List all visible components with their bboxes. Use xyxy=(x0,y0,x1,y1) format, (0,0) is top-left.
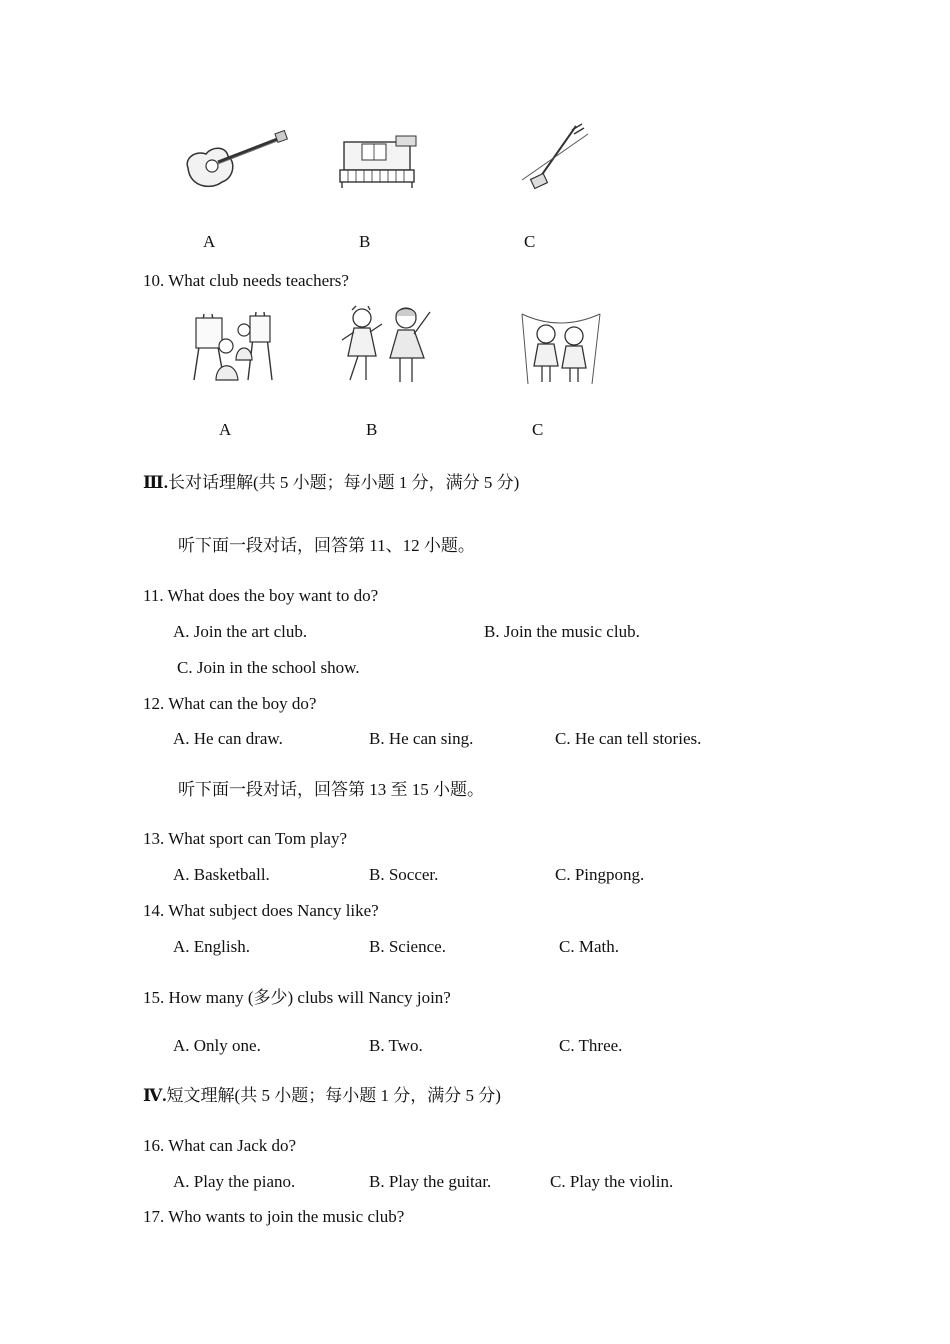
q13-option-a[interactable]: A. Basketball. xyxy=(173,865,270,884)
q14-option-c[interactable]: C. Math. xyxy=(559,937,619,956)
section-3-heading xyxy=(143,474,519,491)
q15-option-b[interactable]: B. Two. xyxy=(369,1036,423,1055)
section-4-heading xyxy=(143,1087,501,1104)
q11-option-a[interactable]: A. Join the art club. xyxy=(173,622,308,641)
q17-question: 17. Who wants to join the music club? xyxy=(143,1207,405,1226)
q15-option-c[interactable]: C. Three. xyxy=(559,1036,623,1055)
q16-option-a[interactable]: A. Play the piano. xyxy=(173,1172,296,1191)
q11-option-c[interactable]: C. Join in the school show. xyxy=(177,658,360,677)
q14-question: 14. What subject does Nancy like? xyxy=(143,901,379,920)
q10-option-label-b: B xyxy=(366,420,378,439)
guitar-icon xyxy=(182,128,290,194)
q16-option-c[interactable]: C. Play the violin. xyxy=(550,1172,674,1191)
q10-option-label-a: A xyxy=(219,420,232,439)
section-3-instruction-2: 听下面一段对话，回答第 13 至 15 小题。 xyxy=(178,780,484,799)
erhu-icon xyxy=(518,120,594,194)
q12-option-c[interactable]: C. He can tell stories. xyxy=(555,729,702,748)
q15-option-a[interactable]: A. Only one. xyxy=(173,1036,261,1055)
q14-option-b[interactable]: B. Science. xyxy=(369,937,446,956)
q9-option-label-a: A xyxy=(203,232,216,251)
q12-option-b[interactable]: B. He can sing. xyxy=(369,729,474,748)
section-4-title: 短文理解(共 5 小题；每小题 1 分，满分 5 分) xyxy=(166,1086,501,1105)
singing-club-icon xyxy=(520,312,602,386)
q15-question: 15. How many (多少) clubs will Nancy join? xyxy=(143,988,451,1007)
section-3-instruction-1: 听下面一段对话，回答第 11、12 小题。 xyxy=(178,536,475,555)
section-3-title: 长对话理解(共 5 小题；每小题 1 分，满分 5 分) xyxy=(167,473,520,492)
q11-option-b[interactable]: B. Join the music club. xyxy=(484,622,640,641)
q10-question: 10. What club needs teachers? xyxy=(143,271,349,290)
q12-option-a[interactable]: A. He can draw. xyxy=(173,729,283,748)
q13-option-b[interactable]: B. Soccer. xyxy=(369,865,439,884)
dance-club-icon xyxy=(340,304,432,386)
q9-option-label-b: B xyxy=(359,232,371,251)
section-3-numeral: Ⅲ. xyxy=(143,473,168,492)
q11-question: 11. What does the boy want to do? xyxy=(143,586,379,605)
q16-question: 16. What can Jack do? xyxy=(143,1136,297,1155)
art-club-icon xyxy=(186,306,276,384)
section-4-numeral: Ⅳ. xyxy=(143,1086,167,1105)
q13-question: 13. What sport can Tom play? xyxy=(143,829,348,848)
q10-option-label-c: C xyxy=(532,420,544,439)
q9-option-label-c: C xyxy=(524,232,536,251)
q12-question: 12. What can the boy do? xyxy=(143,694,317,713)
q13-option-c[interactable]: C. Pingpong. xyxy=(555,865,645,884)
q14-option-a[interactable]: A. English. xyxy=(173,937,250,956)
q16-option-b[interactable]: B. Play the guitar. xyxy=(369,1172,492,1191)
piano-icon xyxy=(338,132,422,190)
